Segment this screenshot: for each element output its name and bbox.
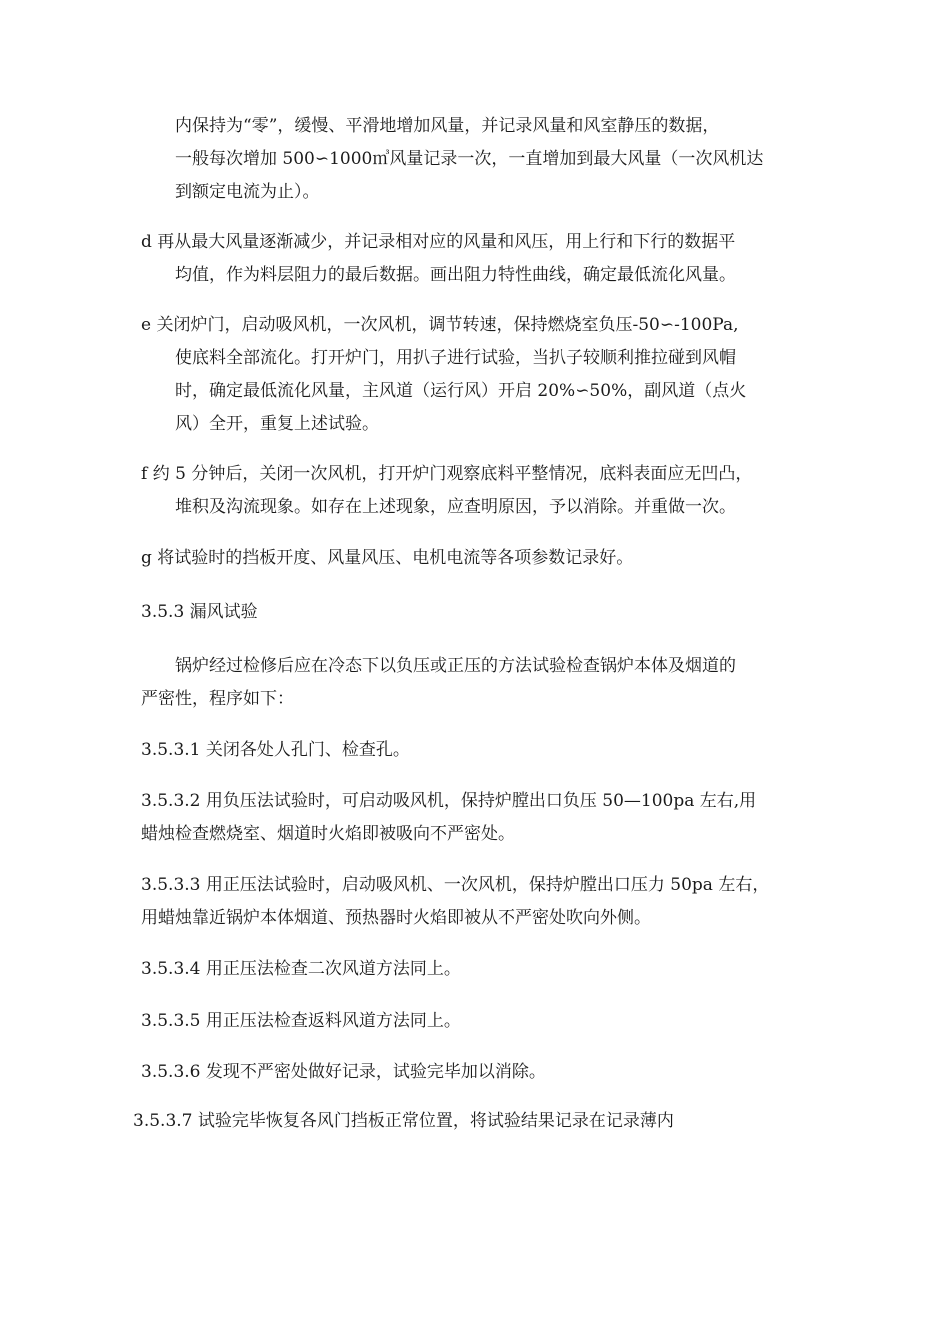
item-e-line-1: e 关闭炉门，启动吸风机，一次风机，调节转速，保持燃烧室负压-50∽-100Pa, xyxy=(141,315,739,335)
item-g-line-1: g 将试验时的挡板开度、风量风压、电机电流等各项参数记录好。 xyxy=(141,548,634,568)
section-heading: 3.5.3 漏风试验 xyxy=(141,602,258,622)
section-intro-line-1: 锅炉经过检修后应在冷态下以负压或正压的方法试验检查锅炉本体及烟道的 xyxy=(175,656,736,676)
step-7-line-1: 3.5.3.7 试验完毕恢复各风门挡板正常位置，将试验结果记录在记录薄内 xyxy=(133,1111,674,1131)
item-f-line-2: 堆积及沟流现象。如存在上述现象，应查明原因，予以消除。并重做一次。 xyxy=(175,497,736,517)
paragraph-c-line-3: 到额定电流为止）。 xyxy=(175,182,320,202)
item-d-line-2: 均值，作为料层阻力的最后数据。画出阻力特性曲线，确定最低流化风量。 xyxy=(175,265,736,285)
item-e-line-2: 使底料全部流化。打开炉门，用扒子进行试验，当扒子较顺利推拉碰到风帽 xyxy=(175,348,736,368)
item-f-line-1: f 约 5 分钟后，关闭一次风机，打开炉门观察底料平整情况，底料表面应无凹凸， xyxy=(141,464,753,484)
step-2-line-1: 3.5.3.2 用负压法试验时，可启动吸风机，保持炉膛出口负压 50—100pa 左右,用 xyxy=(141,791,757,811)
step-3-line-2: 用蜡烛靠近锅炉本体烟道、预热器时火焰即被从不严密处吹向外侧。 xyxy=(141,908,651,928)
step-1-line-1: 3.5.3.1 关闭各处人孔门、检查孔。 xyxy=(141,740,410,760)
step-2-line-2: 蜡烛检查燃烧室、烟道时火焰即被吸向不严密处。 xyxy=(141,824,515,844)
step-6-line-1: 3.5.3.6 发现不严密处做好记录，试验完毕加以消除。 xyxy=(141,1062,546,1082)
step-4-line-1: 3.5.3.4 用正压法检查二次风道方法同上。 xyxy=(141,959,461,979)
step-5-line-1: 3.5.3.5 用正压法检查返料风道方法同上。 xyxy=(141,1011,461,1031)
paragraph-c-line-1: 内保持为“零”，缓慢、平滑地增加风量，并记录风量和风室静压的数据， xyxy=(175,116,720,136)
item-e-line-4: 风）全开，重复上述试验。 xyxy=(175,414,379,434)
step-3-line-1: 3.5.3.3 用正压法试验时，启动吸风机、一次风机，保持炉膛出口压力 50pa 左右， xyxy=(141,875,770,895)
item-e-line-3: 时，确定最低流化风量，主风道（运行风）开启 20%∽50%，副风道（点火 xyxy=(175,381,747,401)
section-intro-line-2: 严密性，程序如下： xyxy=(141,689,294,709)
paragraph-c-line-2: 一般每次增加 500∽1000㎥风量记录一次，一直增加到最大风量（一次风机达 xyxy=(175,149,764,169)
item-d-line-1: d 再从最大风量逐渐减少，并记录相对应的风量和风压，用上行和下行的数据平 xyxy=(141,232,736,252)
